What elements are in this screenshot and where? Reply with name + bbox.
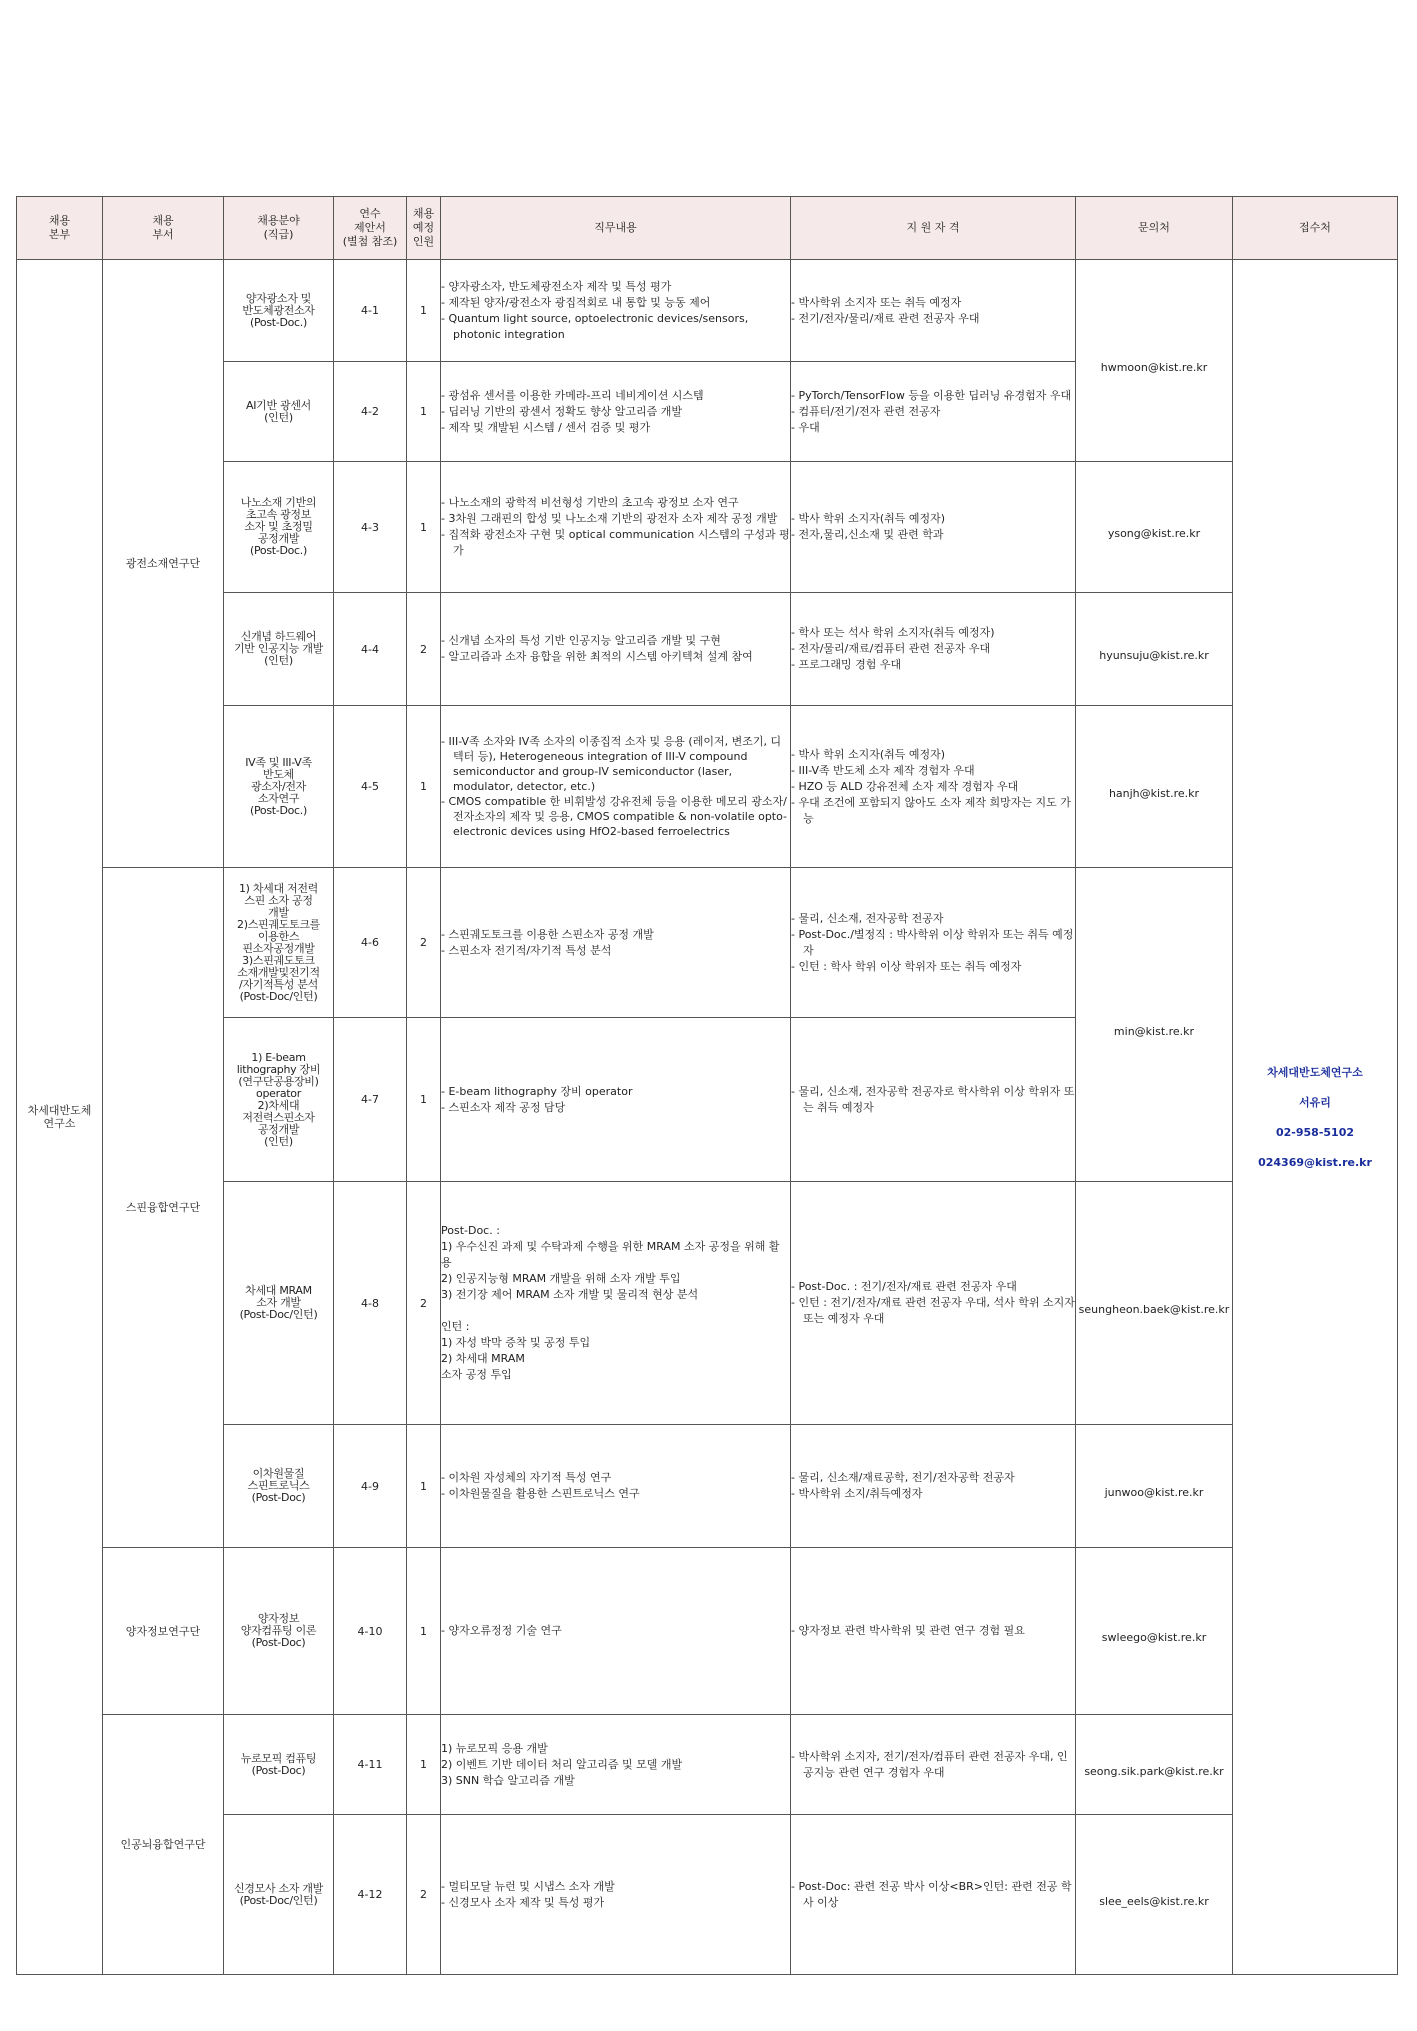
headcount-cell: 2: [407, 1182, 441, 1425]
qual-line: - III-V족 반도체 소자 제작 경험자 우대: [791, 763, 975, 777]
quals-cell: [791, 706, 1076, 868]
duty-line: - 광섬유 센서를 이용한 카메라-프리 네비게이션 시스템: [441, 388, 704, 402]
duty-line: - 양자오류정정 기술 연구: [441, 1624, 562, 1637]
contact-cell: [1076, 260, 1233, 462]
duty-line: - 나노소재의 광학적 비선형성 기반의 초고속 광정보 소자 연구: [441, 496, 739, 509]
duty-text: Post-Doc. : 1) 우수신진 과제 및 수탁과제 수행을 위한 MRAM 소자 공정을 위해 활용 2) 인공지능형 MRAM 개발을 위해 소자 개발 투입 3) 전기장 제어 MRAM 소자 개발 및 물리적 현상 분석 인턴 : 1) 자성 박막 증착 및 공정 투입 2) 차세대 MRAM 소자 공정 투입: [441, 1224, 780, 1381]
proposal-cell: 4-5: [334, 706, 407, 868]
submission-cell: [1233, 260, 1398, 1975]
contact-cell: [1076, 1548, 1233, 1715]
qual-line: - 전자,물리,신소재 및 관련 학과: [791, 528, 944, 541]
qual-line: - 전기/전자/물리/재료 관련 전공자 우대: [791, 311, 980, 325]
recruitment-table: [16, 196, 1398, 1975]
submission-email[interactable]: 024369@kist.re.kr: [1258, 1155, 1372, 1169]
duty-line: - 집적화 광전소자 구현 및 optical communication 시스템의 구성과 평가: [441, 528, 790, 557]
field-cell: 나노소재 기반의 초고속 광정보 소자 및 초정밀 공정개발 (Post-Doc.): [224, 462, 334, 593]
qual-line: - 박사 학위 소지자(취득 예정자): [791, 747, 946, 761]
table-row: [17, 1715, 1398, 1815]
quals-cell: [791, 1815, 1076, 1975]
field-cell: 1) E-beam lithography 장비 (연구단공용장비) operator 2)차세대 저전력스핀소자 공정개발 (인턴): [224, 1018, 334, 1182]
contact-email[interactable]: hyunsuju@kist.re.kr: [1099, 649, 1209, 662]
quals-cell: [791, 362, 1076, 462]
quals-cell: [791, 1548, 1076, 1715]
duties-cell: [441, 868, 791, 1018]
header-duties: 직무내용: [441, 197, 791, 260]
duties-cell: [441, 260, 791, 362]
table-row: [17, 593, 1398, 706]
qual-line: - HZO 등 ALD 강유전체 소자 제작 경험자 우대: [791, 779, 1019, 793]
submission-info: [1233, 1050, 1397, 1185]
proposal-cell: 4-2: [334, 362, 407, 462]
duty-line: - 3차원 그래핀의 합성 및 나노소재 기반의 광전자 소자 제작 공정 개발: [441, 512, 778, 525]
contact-cell: [1076, 868, 1233, 1182]
qual-line: - 전자/물리/재료/컴퓨터 관련 전공자 우대: [791, 642, 991, 655]
duty-line: - 양자광소자, 반도체광전소자 제작 및 특성 평가: [441, 279, 672, 293]
table-row: [17, 706, 1398, 868]
contact-cell: [1076, 462, 1233, 593]
quals-cell: [791, 868, 1076, 1018]
duty-line: - 신경모사 소자 제작 및 특성 평가: [441, 1895, 605, 1909]
duties-cell: [441, 1715, 791, 1815]
duty-line: - 스핀궤도토크를 이용한 스핀소자 공정 개발: [441, 927, 654, 941]
table-row: [17, 1425, 1398, 1548]
quals-cell: [791, 1018, 1076, 1182]
duty-line: - 딥러닝 기반의 광센서 정확도 향상 알고리즘 개발: [441, 404, 682, 418]
duty-line: - 멀티모달 뉴런 및 시냅스 소자 개발: [441, 1879, 615, 1893]
table-row: [17, 260, 1398, 362]
proposal-cell: 4-12: [334, 1815, 407, 1975]
contact-cell: [1076, 1815, 1233, 1975]
contact-cell: [1076, 1715, 1233, 1815]
duties-cell: [441, 706, 791, 868]
contact-email[interactable]: swleego@kist.re.kr: [1101, 1631, 1207, 1644]
qual-line: - Post-Doc./별정직 : 박사학위 이상 학위자 또는 취득 예정자: [791, 927, 1074, 957]
quals-cell: [791, 260, 1076, 362]
field-cell: 이차원물질 스핀트로닉스 (Post-Doc): [224, 1425, 334, 1548]
headcount-cell: 1: [407, 1548, 441, 1715]
qual-line: - 박사학위 소지자, 전기/전자/컴퓨터 관련 전공자 우대, 인공지능 관련 연구 경험자 우대: [791, 1749, 1068, 1779]
qual-line: - 프로그래밍 경험 우대: [791, 658, 902, 671]
submission-phone: 02-958-5102: [1275, 1125, 1354, 1139]
division-cell: 차세대반도체 연구소: [17, 260, 103, 1975]
qual-line: - 박사학위 소지/취득예정자: [791, 1487, 923, 1500]
headcount-cell: 2: [407, 1815, 441, 1975]
duties-cell: [441, 1182, 791, 1425]
qual-line: - 컴퓨터/전기/전자 관련 전공자: [791, 404, 941, 418]
duty-line: - 스핀소자 제작 공정 담당: [441, 1100, 566, 1114]
field-cell: 1) 차세대 저전력 스핀 소자 공정 개발 2)스핀궤도토크를 이용한스 핀소자공정개발 3)스핀궤도토크 소재개발및전기적 /자기적특성 분석 (Post-Doc/인턴): [224, 868, 334, 1018]
header-field: 채용분야 (직급): [224, 197, 334, 260]
field-cell: 신개념 하드웨어 기반 인공지능 개발 (인턴): [224, 593, 334, 706]
table-row: [17, 868, 1398, 1018]
duties-cell: [441, 362, 791, 462]
headcount-cell: 1: [407, 1018, 441, 1182]
duty-line: - 알고리즘과 소자 융합을 위한 최적의 시스템 아키텍쳐 설계 참여: [441, 650, 753, 663]
duties-cell: [441, 1425, 791, 1548]
proposal-cell: 4-1: [334, 260, 407, 362]
qual-line: - 인턴 : 전기/전자/재료 관련 전공자 우대, 석사 학위 소지자 또는 예정자 우대: [791, 1296, 1075, 1325]
qual-line: - PyTorch/TensorFlow 등을 이용한 딥러닝 유경험자 우대: [791, 388, 1072, 402]
duty-line: - Quantum light source, optoelectronic devices/sensors, photonic integration: [441, 311, 749, 341]
proposal-cell: 4-6: [334, 868, 407, 1018]
submission-org: 차세대반도체연구소: [1267, 1065, 1363, 1079]
contact-email[interactable]: hanjh@kist.re.kr: [1108, 786, 1200, 800]
field-cell: 뉴로모픽 컴퓨팅 (Post-Doc): [224, 1715, 334, 1815]
table-row: [17, 1815, 1398, 1975]
headcount-cell: 2: [407, 593, 441, 706]
contact-cell: [1076, 1182, 1233, 1425]
proposal-cell: 4-8: [334, 1182, 407, 1425]
headcount-cell: 2: [407, 868, 441, 1018]
dept-cell: 광전소재연구단: [103, 260, 224, 868]
qual-line: - 박사 학위 소지자(취득 예정자): [791, 512, 946, 525]
quals-cell: [791, 462, 1076, 593]
duty-line: - 이차원 자성체의 자기적 특성 연구: [441, 1471, 612, 1484]
contact-cell: [1076, 593, 1233, 706]
header-contact: 문의처: [1076, 197, 1233, 260]
dept-cell: 인공뇌융합연구단: [103, 1715, 224, 1975]
table-row: [17, 462, 1398, 593]
table-row: [17, 1182, 1398, 1425]
contact-email[interactable]: ysong@kist.re.kr: [1107, 527, 1201, 540]
field-cell: 신경모사 소자 개발 (Post-Doc/인턴): [224, 1815, 334, 1975]
qual-line: - 물리, 신소재, 전자공학 전공자: [791, 911, 944, 925]
headcount-cell: 1: [407, 1425, 441, 1548]
qual-line: - 우대 조건에 포함되지 않아도 소자 제작 희망자는 지도 가능: [791, 795, 1071, 825]
header-submit: 접수처: [1233, 197, 1398, 260]
qual-line: - 학사 또는 석사 학위 소지자(취득 예정자): [791, 626, 995, 639]
duty-line: - III-V족 소자와 IV족 소자의 이종집적 소자 및 응용 (레이저, 변조기, 디텍터 등), Heterogeneous integration of III-V compound semiconductor and group-IV semiconductor (laser, modulator, detector, etc.): [441, 735, 782, 793]
header-quals: 지 원 자 격: [791, 197, 1076, 260]
qual-line: - 물리, 신소재, 전자공학 전공자로 학사학위 이상 학위자 또는 취득 예정자: [791, 1084, 1075, 1114]
contact-cell: [1076, 1425, 1233, 1548]
qual-line: - 우대: [791, 420, 820, 434]
qual-line: - 인턴 : 학사 학위 이상 학위자 또는 취득 예정자: [791, 959, 1022, 973]
duty-line: - E-beam lithography 장비 operator: [441, 1084, 633, 1098]
headcount-cell: 1: [407, 1715, 441, 1815]
duty-line: - 신개념 소자의 특성 기반 인공지능 알고리즘 개발 및 구현: [441, 634, 721, 647]
table-row: [17, 1548, 1398, 1715]
qual-line: - 양자정보 관련 박사학위 및 관련 연구 경험 필요: [791, 1624, 1025, 1637]
header-row: [17, 197, 1398, 260]
headcount-cell: 1: [407, 260, 441, 362]
quals-cell: [791, 1182, 1076, 1425]
proposal-cell: 4-9: [334, 1425, 407, 1548]
contact-email[interactable]: seong.sik.park@kist.re.kr: [1084, 1764, 1224, 1778]
duties-cell: [441, 1018, 791, 1182]
proposal-cell: 4-3: [334, 462, 407, 593]
contact-email[interactable]: slee_eels@kist.re.kr: [1099, 1894, 1209, 1908]
qual-line: - Post-Doc. : 전기/전자/재료 관련 전공자 우대: [791, 1280, 1017, 1293]
field-cell: 양자정보 양자컴퓨팅 이론 (Post-Doc): [224, 1548, 334, 1715]
field-cell: 차세대 MRAM 소자 개발 (Post-Doc/인턴): [224, 1182, 334, 1425]
headcount-cell: 1: [407, 462, 441, 593]
duty-line: - CMOS compatible 한 비휘발성 강유전체 등을 이용한 메모리 광소자/전자소자의 제작 및 응용, CMOS compatible & non-volatile opto-electronic devices using HfO2-based ferroelectrics: [441, 795, 788, 838]
duties-cell: [441, 593, 791, 706]
duties-cell: [441, 1548, 791, 1715]
header-proposal: 연수 제안서 (별첨 참조): [334, 197, 407, 260]
qual-line: - 박사학위 소지자 또는 취득 예정자: [791, 295, 962, 309]
field-cell: 양자광소자 및 반도체광전소자 (Post-Doc.): [224, 260, 334, 362]
duty-line: - 스핀소자 전기적/자기적 특성 분석: [441, 943, 612, 957]
submission-person: 서유리: [1299, 1095, 1331, 1109]
quals-cell: [791, 1425, 1076, 1548]
quals-cell: [791, 593, 1076, 706]
header-division: 채용 본부: [17, 197, 103, 260]
dept-cell: 양자정보연구단: [103, 1548, 224, 1715]
contact-cell: [1076, 706, 1233, 868]
duty-line: - 제작 및 개발된 시스템 / 센서 검증 및 평가: [441, 420, 651, 434]
field-cell: IV족 및 III-V족 반도체 광소자/전자 소자연구 (Post-Doc.): [224, 706, 334, 868]
contact-email[interactable]: junwoo@kist.re.kr: [1104, 1486, 1204, 1499]
proposal-cell: 4-4: [334, 593, 407, 706]
headcount-cell: 1: [407, 362, 441, 462]
duties-cell: [441, 1815, 791, 1975]
quals-cell: [791, 1715, 1076, 1815]
proposal-cell: 4-7: [334, 1018, 407, 1182]
duty-line: - 이차원물질을 활용한 스핀트로닉스 연구: [441, 1487, 640, 1500]
header-dept: 채용 부서: [103, 197, 224, 260]
qual-line: - 물리, 신소재/재료공학, 전기/전자공학 전공자: [791, 1471, 1015, 1484]
header-headcount: 채용 예정 인원: [407, 197, 441, 260]
qual-line: - Post-Doc: 관련 전공 박사 이상<BR>인턴: 관련 전공 학사 이상: [791, 1879, 1072, 1909]
duties-cell: [441, 462, 791, 593]
proposal-cell: 4-10: [334, 1548, 407, 1715]
dept-cell: 스핀융합연구단: [103, 868, 224, 1548]
headcount-cell: 1: [407, 706, 441, 868]
proposal-cell: 4-11: [334, 1715, 407, 1815]
contact-email[interactable]: seungheon.baek@kist.re.kr: [1078, 1303, 1230, 1316]
duty-text: 1) 뉴로모픽 응용 개발 2) 이벤트 기반 데이터 처리 알고리즘 및 모델 개발 3) SNN 학습 알고리즘 개발: [441, 1741, 683, 1787]
contact-email[interactable]: hwmoon@kist.re.kr: [1100, 360, 1208, 374]
duty-line: - 제작된 양자/광전소자 광집적회로 내 통합 및 능동 제어: [441, 295, 711, 309]
contact-email[interactable]: min@kist.re.kr: [1113, 1024, 1195, 1038]
field-cell: AI기반 광센서 (인턴): [224, 362, 334, 462]
